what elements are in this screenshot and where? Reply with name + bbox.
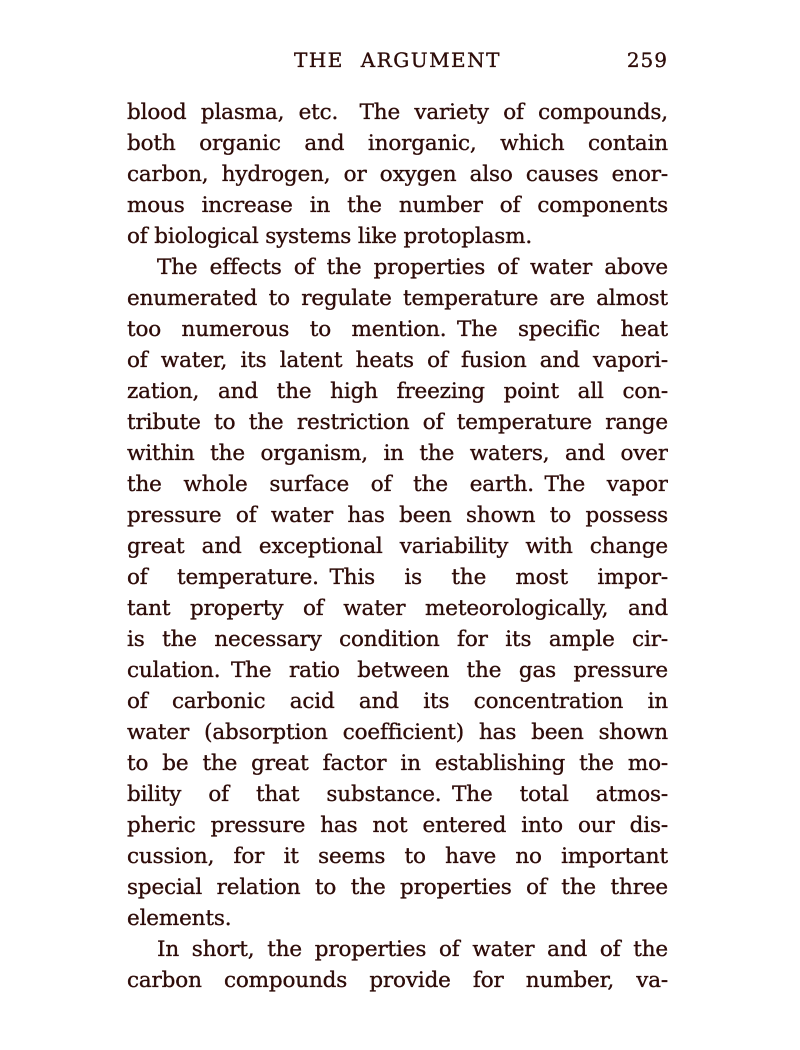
text-line: to be the great factor in establishing the mo- (127, 751, 668, 776)
running-head (127, 48, 668, 76)
running-head-title: THE ARGUMENT (294, 48, 501, 72)
text-line: of carbonic acid and its concentration in (127, 689, 668, 714)
text-line: of biological systems like protoplasm. (127, 224, 533, 249)
text-line: carbon, hydrogen, or oxygen also causes enor- (127, 162, 668, 187)
text-line: The effects of the properties of water above (157, 255, 668, 280)
text-line: pressure of water has been shown to possess (127, 503, 668, 528)
text-line: tribute to the restriction of temperature range (127, 410, 668, 435)
text-line: carbon compounds provide for number, va- (127, 968, 668, 993)
text-line: elements. (127, 906, 232, 931)
text-line: In short, the properties of water and of the (157, 937, 668, 962)
text-line: blood plasma, etc. The variety of compounds, (127, 100, 668, 125)
page-number: 259 (626, 48, 668, 72)
text-line: of water, its latent heats of fusion and vapori- (127, 348, 668, 373)
text-block (127, 97, 668, 996)
text-line: cussion, for it seems to have no important (127, 844, 668, 869)
text-line: both organic and inorganic, which contain (127, 131, 668, 156)
text-line: is the necessary condition for its ample cir- (127, 627, 668, 652)
text-line: culation. The ratio between the gas pressure (127, 658, 668, 683)
text-line: zation, and the high freezing point all con- (127, 379, 668, 404)
text-line: enumerated to regulate temperature are almost (127, 286, 668, 311)
text-line: pheric pressure has not entered into our dis- (127, 813, 668, 838)
text-line: of temperature. This is the most impor- (127, 565, 668, 590)
text-line: the whole surface of the earth. The vapor (127, 472, 668, 497)
text-line: special relation to the properties of the three (127, 875, 668, 900)
text-line: tant property of water meteorologically, and (127, 596, 668, 621)
text-line: bility of that substance. The total atmos- (127, 782, 668, 807)
text-line: mous increase in the number of components (127, 193, 668, 218)
text-line: within the organism, in the waters, and over (127, 441, 668, 466)
text-line: great and exceptional variability with change (127, 534, 668, 559)
text-line: water (absorption coefficient) has been shown (127, 720, 668, 745)
text-line: too numerous to mention. The specific heat (127, 317, 668, 342)
